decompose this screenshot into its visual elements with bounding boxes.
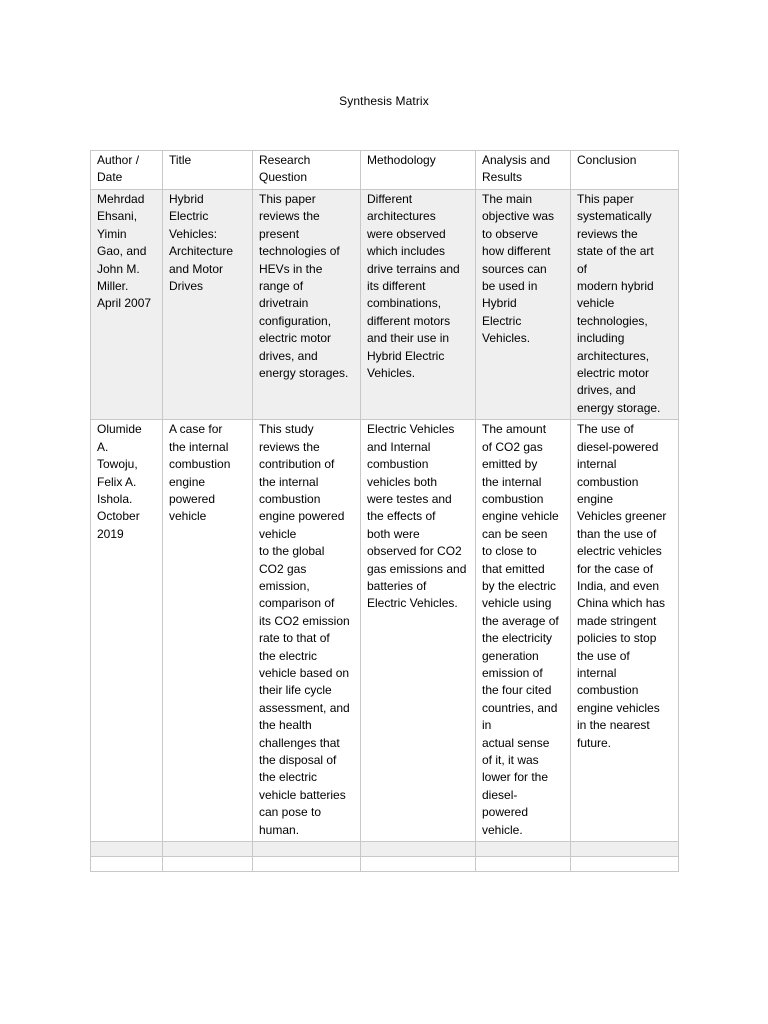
cell-conclusion: The use of diesel-powered internal combustion engine Vehicles greener than the use of electric vehicles for the case of India, and even China which has made stringent policies to stop the use of internal combustion engine vehicles in the nearest future. <box>571 420 679 842</box>
header-conclusion: Conclusion <box>571 151 679 190</box>
table-row <box>91 190 679 420</box>
cell-empty <box>163 842 253 857</box>
cell-methodology: Electric Vehicles and Internal combustion vehicles both were testes and the effects of both were observed for CO2 gas emissions and batteries of Electric Vehicles. <box>361 420 476 842</box>
header-title: Title <box>163 151 253 190</box>
cell-analysis-results: The main objective was to observe how different sources can be used in Hybrid Electric Vehicles. <box>476 190 571 420</box>
cell-empty <box>91 857 163 872</box>
cell-empty <box>571 842 679 857</box>
table-row-empty <box>91 842 679 857</box>
cell-title: Hybrid Electric Vehicles: Architecture and Motor Drives <box>163 190 253 420</box>
cell-methodology: Different architectures were observed which includes drive terrains and its different combinations, different motors and their use in Hybrid Electric Vehicles. <box>361 190 476 420</box>
header-methodology: Methodology <box>361 151 476 190</box>
cell-empty <box>91 842 163 857</box>
cell-title: A case for the internal combustion engine powered vehicle <box>163 420 253 842</box>
table-header-row <box>91 151 679 190</box>
cell-research-question: This study reviews the contribution of the internal combustion engine powered vehicle to the global CO2 gas emission, comparison of its CO2 emission rate to that of the electric vehicle based on their life cycle assessment, and the health challenges that the disposal of the electric vehicle batteries can pose to human. <box>253 420 361 842</box>
synthesis-matrix-table <box>90 150 679 872</box>
page-title: Synthesis Matrix <box>339 94 429 108</box>
cell-author-date: Olumide A. Towoju, Felix A. Ishola. October 2019 <box>91 420 163 842</box>
cell-empty <box>361 857 476 872</box>
table-row <box>91 420 679 842</box>
header-research-question: Research Question <box>253 151 361 190</box>
cell-empty <box>253 857 361 872</box>
cell-research-question: This paper reviews the present technologies of HEVs in the range of drivetrain configuration, electric motor drives, and energy storages. <box>253 190 361 420</box>
table-row-empty <box>91 857 679 872</box>
cell-empty <box>253 842 361 857</box>
header-analysis-results: Analysis and Results <box>476 151 571 190</box>
cell-empty <box>571 857 679 872</box>
cell-empty <box>476 842 571 857</box>
cell-author-date: Mehrdad Ehsani, Yimin Gao, and John M. Miller. April 2007 <box>91 190 163 420</box>
cell-analysis-results: The amount of CO2 gas emitted by the internal combustion engine vehicle can be seen to close to that emitted by the electric vehicle using the average of the electricity generation emission of the four cited countries, and in actual sense of it, it was lower for the diesel- powered vehicle. <box>476 420 571 842</box>
cell-empty <box>476 857 571 872</box>
cell-empty <box>361 842 476 857</box>
header-author-date: Author / Date <box>91 151 163 190</box>
cell-conclusion: This paper systematically reviews the state of the art of modern hybrid vehicle technologies, including architectures, electric motor drives, and energy storage. <box>571 190 679 420</box>
cell-empty <box>163 857 253 872</box>
